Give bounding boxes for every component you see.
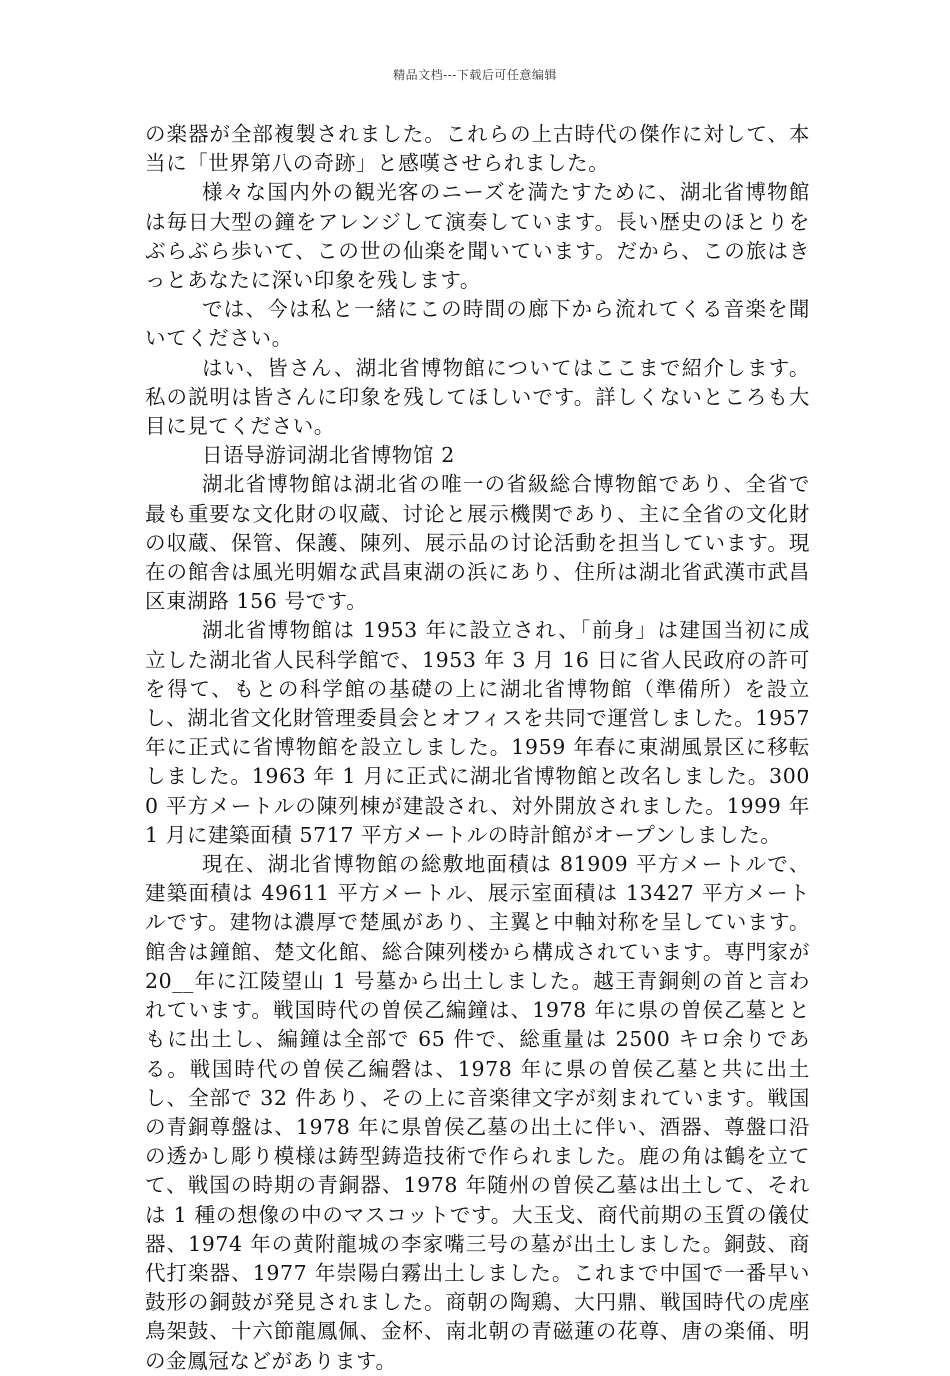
paragraph-2: 様々な国内外の観光客のニーズを満たすために、湖北省博物館は毎日大型の鐘をアレンジして演奏しています。長い歴史のほとりをぶらぶら歩いて、この世の仙楽を聞いています。だから、この旅はきっとあなたに深い印象を残します。: [145, 180, 810, 293]
section-title: 日语导游词湖北省博物馆 2: [202, 443, 455, 468]
paragraph-3: では、今は私と一緒にこの時間の廊下から流れてくる音楽を聞いてください。: [145, 297, 810, 351]
page-header: 精品文档---下载后可任意编辑: [393, 68, 557, 82]
paragraph-6: 湖北省博物館は 1953 年に設立され、「前身」は建国当初に成立した湖北省人民科学館で、1953 年 3 月 16 日に省人民政府の許可を得て、もとの科学館の基礎の上に湖北省博物館（準備所）を設立し、湖北省文化財管理委員会とオフィスを共同で運営しました。1957 年に正式に省博物館を設立しました。1959 年春に東湖風景区に移転しました。1963 年 1 月に正式に湖北省博物館と改名しました。3000 平方メートルの陳列棟が建設され、対外開放されました。1999 年 1 月に建築面積 5717 平方メートルの時計館がオープンしました。: [145, 618, 810, 847]
paragraph-4: はい、皆さん、湖北省博物館についてはここまで紹介します。私の説明は皆さんに印象を残してほしいです。詳しくないところも大目に見てください。: [145, 355, 810, 439]
paragraph-1: の楽器が全部複製されました。これらの上古時代の傑作に対して、本当に「世界第八の奇跡」と感嘆させられました。: [145, 122, 810, 176]
document-body: [145, 120, 810, 1376]
paragraph-5: 湖北省博物館は湖北省の唯一の省級総合博物館であり、全省で最も重要な文化財の収蔵、讨论と展示機関であり、主に全省の文化財の収蔵、保管、保護、陳列、展示品の讨论活動を担当しています。現在の館舎は風光明媚な武昌東湖の浜にあり、住所は湖北省武漢市武昌区東湖路 156 号です。: [145, 472, 810, 614]
paragraph-7: 現在、湖北省博物館の総敷地面積は 81909 平方メートルで、建築面積は 49611 平方メートル、展示室面積は 13427 平方メートルです。建物は濃厚で楚風があり、主翼と中軸対称を呈しています。館舎は鐘館、楚文化館、総合陳列楼から構成されています。専門家が 20__年に江陵望山 1 号墓から出土しました。越王青銅剣の首と言われています。戦国時代の曽侯乙編鐘は、1978 年に県の曽侯乙墓とともに出土し、編鐘は全部で 65 件で、総重量は 2500 キロ余りである。戦国時代の曽侯乙編磬は、1978 年に県の曽侯乙墓と共に出土し、全部で 32 件あり、その上に音楽律文字が刻まれています。戦国の青銅尊盤は、1978 年に県曽侯乙墓の出土に伴い、酒器、尊盤口沿の透かし彫り模様は鋳型鋳造技術で作られました。鹿の角は鶴を立てて、戦国の時期の青銅器、1978 年随州の曽侯乙墓は出土して、それは 1 種の想像の中のマスコットです。大玉戈、商代前期の玉質の儀仗器、1974 年の黄附龍城の李家嘴三号の墓が出土しました。銅鼓、商代打楽器、1977 年崇陽白霧出土しました。これまで中国で一番早い鼓形の銅鼓が発見されました。商朝の陶鶏、大円鼎、戦国時代の虎座鳥架鼓、十六節龍鳳佩、金杯、南北朝の青磁蓮の花尊、唐の楽俑、明の金鳳冠などがあります。: [145, 852, 810, 1373]
